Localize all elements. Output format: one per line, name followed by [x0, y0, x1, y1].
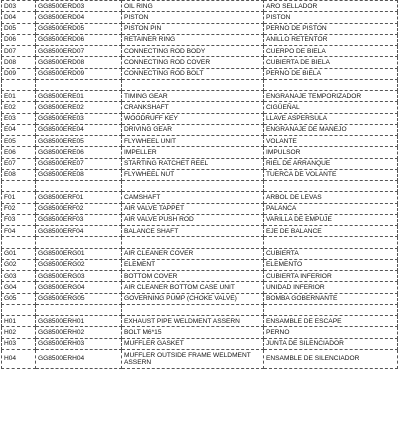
table-row [2, 327, 398, 338]
spanish-name-cell [264, 181, 398, 192]
part-number-cell [36, 304, 122, 315]
table-row [2, 23, 398, 34]
spanish-name-cell: CUBIERTA DE BIELA [264, 57, 398, 68]
spanish-name-cell: RIEL DE ARRANQUE [264, 158, 398, 169]
english-name-cell: GOVERNING PUMP (CHOKE VALVE) [122, 293, 264, 304]
table-row [2, 226, 398, 237]
part-number-cell: GG8500ERE01 [36, 91, 122, 102]
item-code-cell: D07 [2, 46, 36, 57]
spanish-name-cell: IMPULSOR [264, 147, 398, 158]
table-row [2, 259, 398, 270]
table-row [2, 316, 398, 327]
english-name-cell: RETAINER RING [122, 34, 264, 45]
spanish-name-cell: ENSAMBLE DE SILENCIADOR [264, 349, 398, 368]
spanish-name-cell: CIGÜEÑAL [264, 102, 398, 113]
item-code-cell: D05 [2, 23, 36, 34]
english-name-cell: CONNECTING ROD BODY [122, 46, 264, 57]
part-number-cell [36, 181, 122, 192]
item-code-cell: E06 [2, 147, 36, 158]
table-row [2, 349, 398, 368]
item-code-cell: E03 [2, 113, 36, 124]
table-row [2, 338, 398, 349]
table-row [2, 214, 398, 225]
english-name-cell: CONNECTING ROD COVER [122, 57, 264, 68]
item-code-cell: H01 [2, 316, 36, 327]
part-number-cell: GG8500ERG02 [36, 259, 122, 270]
spanish-name-cell: PERNO DE BIELA [264, 68, 398, 79]
item-code-cell: G02 [2, 259, 36, 270]
english-name-cell: PISTON PIN [122, 23, 264, 34]
part-number-cell [36, 79, 122, 90]
item-code-cell: F03 [2, 214, 36, 225]
english-name-cell: BOTTOM COVER [122, 271, 264, 282]
item-code-cell: G05 [2, 293, 36, 304]
table-row [2, 147, 398, 158]
part-number-cell: GG8500ERE07 [36, 158, 122, 169]
item-code-cell [2, 304, 36, 315]
english-name-cell: AIR CLEANER COVER [122, 248, 264, 259]
spanish-name-cell: EJE DE BALANCE [264, 226, 398, 237]
item-code-cell: D03 [2, 1, 36, 12]
english-name-cell [122, 237, 264, 248]
table-row [2, 136, 398, 147]
english-name-cell [122, 181, 264, 192]
part-number-cell: GG8500ERE08 [36, 169, 122, 180]
part-number-cell: GG8500ERE04 [36, 124, 122, 135]
table-row [2, 169, 398, 180]
spanish-name-cell: VOLANTE [264, 136, 398, 147]
english-name-cell: BOLT M6*15 [122, 327, 264, 338]
english-name-cell: MUFFLER OUTSIDE FRAME WELDMENT ASSERN [122, 349, 264, 368]
table-row [2, 271, 398, 282]
part-number-cell: GG8500ERG03 [36, 271, 122, 282]
table-row [2, 46, 398, 57]
spanish-name-cell [264, 79, 398, 90]
item-code-cell: E01 [2, 91, 36, 102]
item-code-cell: F02 [2, 203, 36, 214]
spanish-name-cell: ANILLO RETENTOR [264, 34, 398, 45]
item-code-cell: H02 [2, 327, 36, 338]
spanish-name-cell: PALANCA [264, 203, 398, 214]
table-row [2, 102, 398, 113]
spacer-row [2, 181, 398, 192]
part-number-cell: GG8500ERE05 [36, 136, 122, 147]
english-name-cell: ELEMENT [122, 259, 264, 270]
item-code-cell: D08 [2, 57, 36, 68]
table-row [2, 113, 398, 124]
spanish-name-cell: CUERPO DE BIELA [264, 46, 398, 57]
spanish-name-cell: ENGRANAJE TEMPORIZADOR [264, 91, 398, 102]
item-code-cell: E04 [2, 124, 36, 135]
english-name-cell: AIR CLEANER BOTTOM CASE UNIT [122, 282, 264, 293]
english-name-cell: OIL RING [122, 1, 264, 12]
spanish-name-cell: BOMBA GOBERNANTE [264, 293, 398, 304]
table-row [2, 192, 398, 203]
english-name-cell: CONNECTING ROD BOLT [122, 68, 264, 79]
spanish-name-cell: VARILLA DE EMPUJE [264, 214, 398, 225]
item-code-cell: D09 [2, 68, 36, 79]
part-number-cell: GG8500ERH03 [36, 338, 122, 349]
part-number-cell: GG8500ERF04 [36, 226, 122, 237]
english-name-cell: FLYWHEEL NUT [122, 169, 264, 180]
item-code-cell [2, 79, 36, 90]
table-row [2, 68, 398, 79]
english-name-cell: EXHAUST PIPE WELDMENT ASSERN [122, 316, 264, 327]
part-number-cell [36, 237, 122, 248]
part-number-cell: GG8500ERD08 [36, 57, 122, 68]
english-name-cell: AIR VALVE PUSH ROD [122, 214, 264, 225]
spanish-name-cell: LLAVE ASPERSULA [264, 113, 398, 124]
item-code-cell: E08 [2, 169, 36, 180]
item-code-cell: E02 [2, 102, 36, 113]
item-code-cell: G01 [2, 248, 36, 259]
part-number-cell: GG8500ERH04 [36, 349, 122, 368]
english-name-cell: PISTON [122, 12, 264, 23]
item-code-cell: F01 [2, 192, 36, 203]
english-name-cell: TIMING GEAR [122, 91, 264, 102]
item-code-cell [2, 237, 36, 248]
part-number-cell: GG8500ERF03 [36, 214, 122, 225]
spanish-name-cell: CUBIERTA [264, 248, 398, 259]
spanish-name-cell [264, 237, 398, 248]
part-number-cell: GG8500ERG05 [36, 293, 122, 304]
part-number-cell: GG8500ERD03 [36, 1, 122, 12]
spanish-name-cell: ENGRANAJE DE MANEJO [264, 124, 398, 135]
table-row [2, 57, 398, 68]
item-code-cell: D06 [2, 34, 36, 45]
english-name-cell: CRANKSHAFT [122, 102, 264, 113]
spanish-name-cell [264, 304, 398, 315]
part-number-cell: GG8500ERE06 [36, 147, 122, 158]
part-number-cell: GG8500ERD07 [36, 46, 122, 57]
table-row [2, 203, 398, 214]
spacer-row [2, 79, 398, 90]
part-number-cell: GG8500ERE03 [36, 113, 122, 124]
english-name-cell [122, 79, 264, 90]
spanish-name-cell: PISTON [264, 12, 398, 23]
english-name-cell: CAMSHAFT [122, 192, 264, 203]
english-name-cell: BALANCE SHAFT [122, 226, 264, 237]
item-code-cell: H04 [2, 349, 36, 368]
spanish-name-cell: UNIDAD INFERIOR [264, 282, 398, 293]
table-row [2, 293, 398, 304]
item-code-cell: E05 [2, 136, 36, 147]
item-code-cell: G04 [2, 282, 36, 293]
part-number-cell: GG8500ERF01 [36, 192, 122, 203]
part-number-cell: GG8500ERG01 [36, 248, 122, 259]
parts-table [1, 0, 398, 369]
spanish-name-cell: JUNTA DE SILENCIADOR [264, 338, 398, 349]
table-row [2, 124, 398, 135]
spanish-name-cell: TUERCA DE VOLANTE [264, 169, 398, 180]
table-row [2, 1, 398, 12]
item-code-cell: D04 [2, 12, 36, 23]
part-number-cell: GG8500ERF02 [36, 203, 122, 214]
item-code-cell: H03 [2, 338, 36, 349]
spanish-name-cell: ARO SELLADOR [264, 1, 398, 12]
english-name-cell: AIR VALVE TAPPET [122, 203, 264, 214]
part-number-cell: GG8500ERG04 [36, 282, 122, 293]
part-number-cell: GG8500ERD05 [36, 23, 122, 34]
part-number-cell: GG8500ERD09 [36, 68, 122, 79]
table-row [2, 91, 398, 102]
table-row [2, 158, 398, 169]
item-code-cell [2, 181, 36, 192]
table-row [2, 34, 398, 45]
part-number-cell: GG8500ERH01 [36, 316, 122, 327]
english-name-cell [122, 304, 264, 315]
english-name-cell: WOODRUFF KEY [122, 113, 264, 124]
english-name-cell: STARTING RATCHET REEL [122, 158, 264, 169]
spanish-name-cell: PERNO DE PISTON [264, 23, 398, 34]
parts-table-body [2, 1, 398, 369]
spanish-name-cell: ENSAMBLE DE ESCAPE [264, 316, 398, 327]
table-row [2, 248, 398, 259]
table-row [2, 12, 398, 23]
spanish-name-cell: CUBIERTA INFERIOR [264, 271, 398, 282]
spacer-row [2, 304, 398, 315]
part-number-cell: GG8500ERE02 [36, 102, 122, 113]
english-name-cell: MUFFLER GASKET [122, 338, 264, 349]
part-number-cell: GG8500ERD06 [36, 34, 122, 45]
item-code-cell: G03 [2, 271, 36, 282]
spanish-name-cell: ELEMENTO [264, 259, 398, 270]
spacer-row [2, 237, 398, 248]
english-name-cell: FLYWHEEL UNIT [122, 136, 264, 147]
part-number-cell: GG8500ERD04 [36, 12, 122, 23]
spanish-name-cell: ARBOL DE LEVAS [264, 192, 398, 203]
english-name-cell: IMPELLER [122, 147, 264, 158]
table-row [2, 282, 398, 293]
english-name-cell: DRIVING GEAR [122, 124, 264, 135]
item-code-cell: E07 [2, 158, 36, 169]
item-code-cell: F04 [2, 226, 36, 237]
spanish-name-cell: PERNO [264, 327, 398, 338]
part-number-cell: GG8500ERH02 [36, 327, 122, 338]
